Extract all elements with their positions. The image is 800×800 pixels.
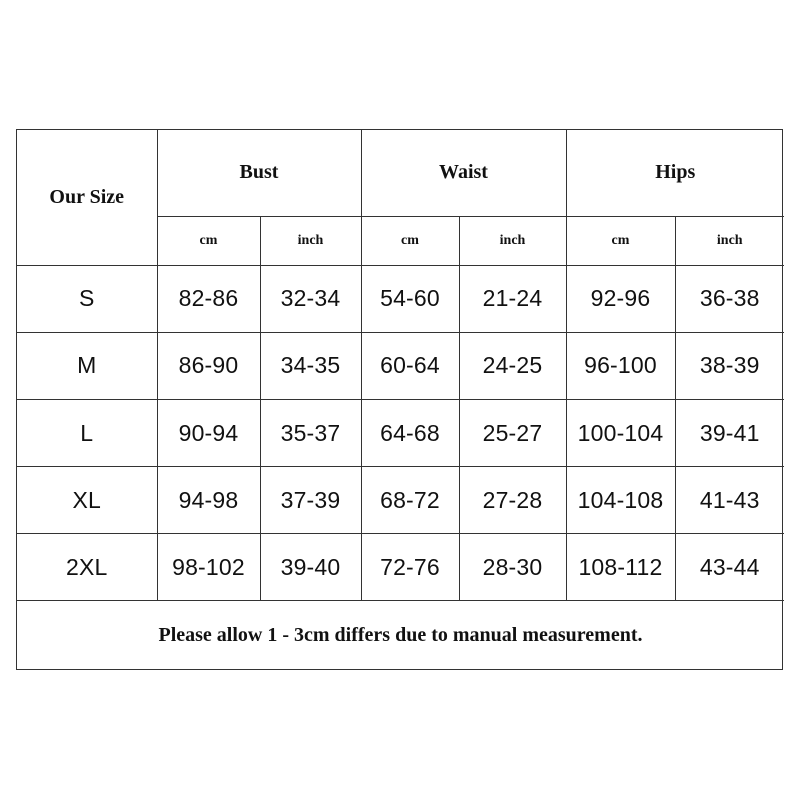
waist-header: Waist <box>361 130 566 216</box>
unit-header: cm <box>361 216 459 265</box>
hips-header: Hips <box>566 130 784 216</box>
bust-cm-cell: 82-86 <box>157 265 260 332</box>
waist-inch-cell: 25-27 <box>459 399 566 466</box>
table-row <box>17 534 784 601</box>
footer-row <box>17 601 784 669</box>
size-column-header: Our Size <box>17 130 157 265</box>
unit-header: inch <box>459 216 566 265</box>
bust-inch-cell: 34-35 <box>260 332 361 399</box>
table-row <box>17 467 784 534</box>
waist-inch-cell: 28-30 <box>459 534 566 601</box>
bust-header: Bust <box>157 130 361 216</box>
hips-cm-cell: 92-96 <box>566 265 675 332</box>
waist-cm-cell: 68-72 <box>361 467 459 534</box>
waist-inch-cell: 21-24 <box>459 265 566 332</box>
bust-cm-cell: 94-98 <box>157 467 260 534</box>
unit-header: cm <box>157 216 260 265</box>
hips-cm-cell: 96-100 <box>566 332 675 399</box>
size-label: XL <box>17 467 157 534</box>
waist-cm-cell: 54-60 <box>361 265 459 332</box>
unit-header: inch <box>260 216 361 265</box>
waist-inch-cell: 27-28 <box>459 467 566 534</box>
bust-cm-cell: 86-90 <box>157 332 260 399</box>
table-row <box>17 332 784 399</box>
waist-cm-cell: 72-76 <box>361 534 459 601</box>
bust-inch-cell: 37-39 <box>260 467 361 534</box>
hips-inch-cell: 39-41 <box>675 399 784 466</box>
hips-inch-cell: 38-39 <box>675 332 784 399</box>
hips-inch-cell: 36-38 <box>675 265 784 332</box>
bust-cm-cell: 98-102 <box>157 534 260 601</box>
bust-inch-cell: 35-37 <box>260 399 361 466</box>
waist-cm-cell: 60-64 <box>361 332 459 399</box>
table-row <box>17 399 784 466</box>
bust-inch-cell: 39-40 <box>260 534 361 601</box>
unit-header: cm <box>566 216 675 265</box>
waist-inch-cell: 24-25 <box>459 332 566 399</box>
hips-cm-cell: 104-108 <box>566 467 675 534</box>
measurement-note: Please allow 1 - 3cm differs due to manual measurement. <box>17 601 784 669</box>
table-row <box>17 265 784 332</box>
hips-cm-cell: 108-112 <box>566 534 675 601</box>
bust-cm-cell: 90-94 <box>157 399 260 466</box>
size-label: S <box>17 265 157 332</box>
hips-cm-cell: 100-104 <box>566 399 675 466</box>
waist-cm-cell: 64-68 <box>361 399 459 466</box>
size-chart <box>16 129 783 670</box>
size-label: L <box>17 399 157 466</box>
group-header-row <box>17 130 784 216</box>
size-label: M <box>17 332 157 399</box>
size-table <box>17 130 784 669</box>
hips-inch-cell: 41-43 <box>675 467 784 534</box>
bust-inch-cell: 32-34 <box>260 265 361 332</box>
unit-header: inch <box>675 216 784 265</box>
hips-inch-cell: 43-44 <box>675 534 784 601</box>
size-label: 2XL <box>17 534 157 601</box>
